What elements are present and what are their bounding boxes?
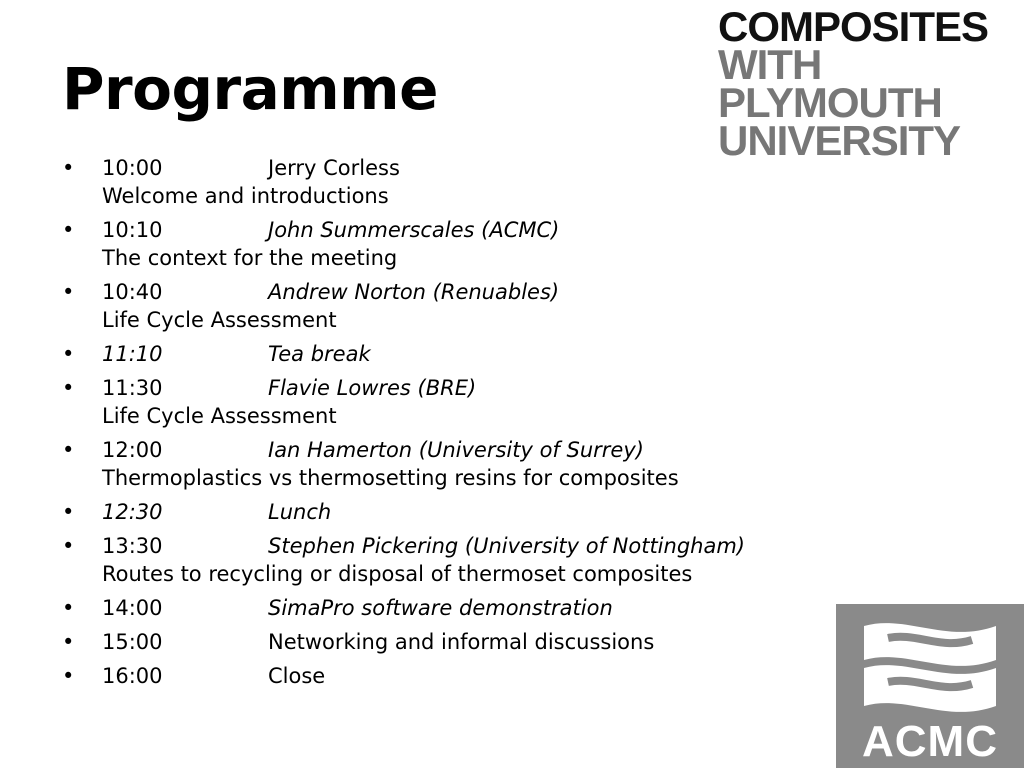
bullet-icon: • [62,664,75,688]
logo-line-plymouth: PLYMOUTH [718,79,942,126]
item-speaker: John Summerscales (ACMC) [268,218,560,242]
item-speaker: Close [268,664,326,688]
bullet-icon: • [62,156,75,180]
item-speaker: Lunch [268,500,332,524]
bullet-icon: • [62,376,75,400]
item-time: 14:00 [102,596,163,620]
item-description: The context for the meeting [102,246,398,270]
item-speaker: Jerry Corless [268,156,400,180]
item-description: Routes to recycling or disposal of thermoset composites [102,562,693,586]
item-time: 10:00 [102,156,163,180]
item-speaker: Ian Hamerton (University of Surrey) [268,438,644,462]
item-speaker: Networking and informal discussions [268,630,655,654]
programme-item [62,374,745,430]
item-speaker: Flavie Lowres (BRE) [268,376,477,400]
logo-line-composites: COMPOSITES [718,3,989,50]
programme-item [62,278,745,334]
page-title: Programme [62,55,438,123]
item-speaker: Andrew Norton (Renuables) [268,280,560,304]
item-description: Thermoplastics vs thermosetting resins for composites [102,466,679,490]
plymouth-university-logo [718,3,989,164]
programme-item [62,532,745,588]
programme-item [62,594,745,622]
item-time: 12:30 [102,500,163,524]
item-time: 11:30 [102,376,163,400]
item-time: 16:00 [102,664,163,688]
programme-item [62,498,745,526]
item-description: Life Cycle Assessment [102,308,337,332]
acmc-logo-label: ACMC [862,717,998,766]
item-time: 10:10 [102,218,163,242]
bullet-icon: • [62,218,75,242]
item-speaker: Tea break [268,342,371,366]
programme-item [62,662,745,690]
bullet-icon: • [62,280,75,304]
programme-item [62,340,745,368]
bullet-icon: • [62,342,75,366]
logo-line-university: UNIVERSITY [718,117,961,164]
programme-item [62,216,745,272]
item-time: 11:10 [102,342,163,366]
bullet-icon: • [62,500,75,524]
programme-item [62,154,745,210]
acmc-logo [836,604,1024,768]
item-time: 12:00 [102,438,163,462]
item-time: 13:30 [102,534,163,558]
logo-line-with: WITH [718,41,822,88]
bullet-icon: • [62,534,75,558]
item-time: 10:40 [102,280,163,304]
item-description: Welcome and introductions [102,184,389,208]
bullet-icon: • [62,596,75,620]
programme-item [62,628,745,656]
bullet-icon: • [62,630,75,654]
item-speaker: SimaPro software demonstration [268,596,613,620]
bullet-icon: • [62,438,75,462]
programme-item [62,436,745,492]
item-speaker: Stephen Pickering (University of Nottingham) [268,534,745,558]
item-description: Life Cycle Assessment [102,404,337,428]
item-time: 15:00 [102,630,163,654]
programme-list [62,154,745,696]
